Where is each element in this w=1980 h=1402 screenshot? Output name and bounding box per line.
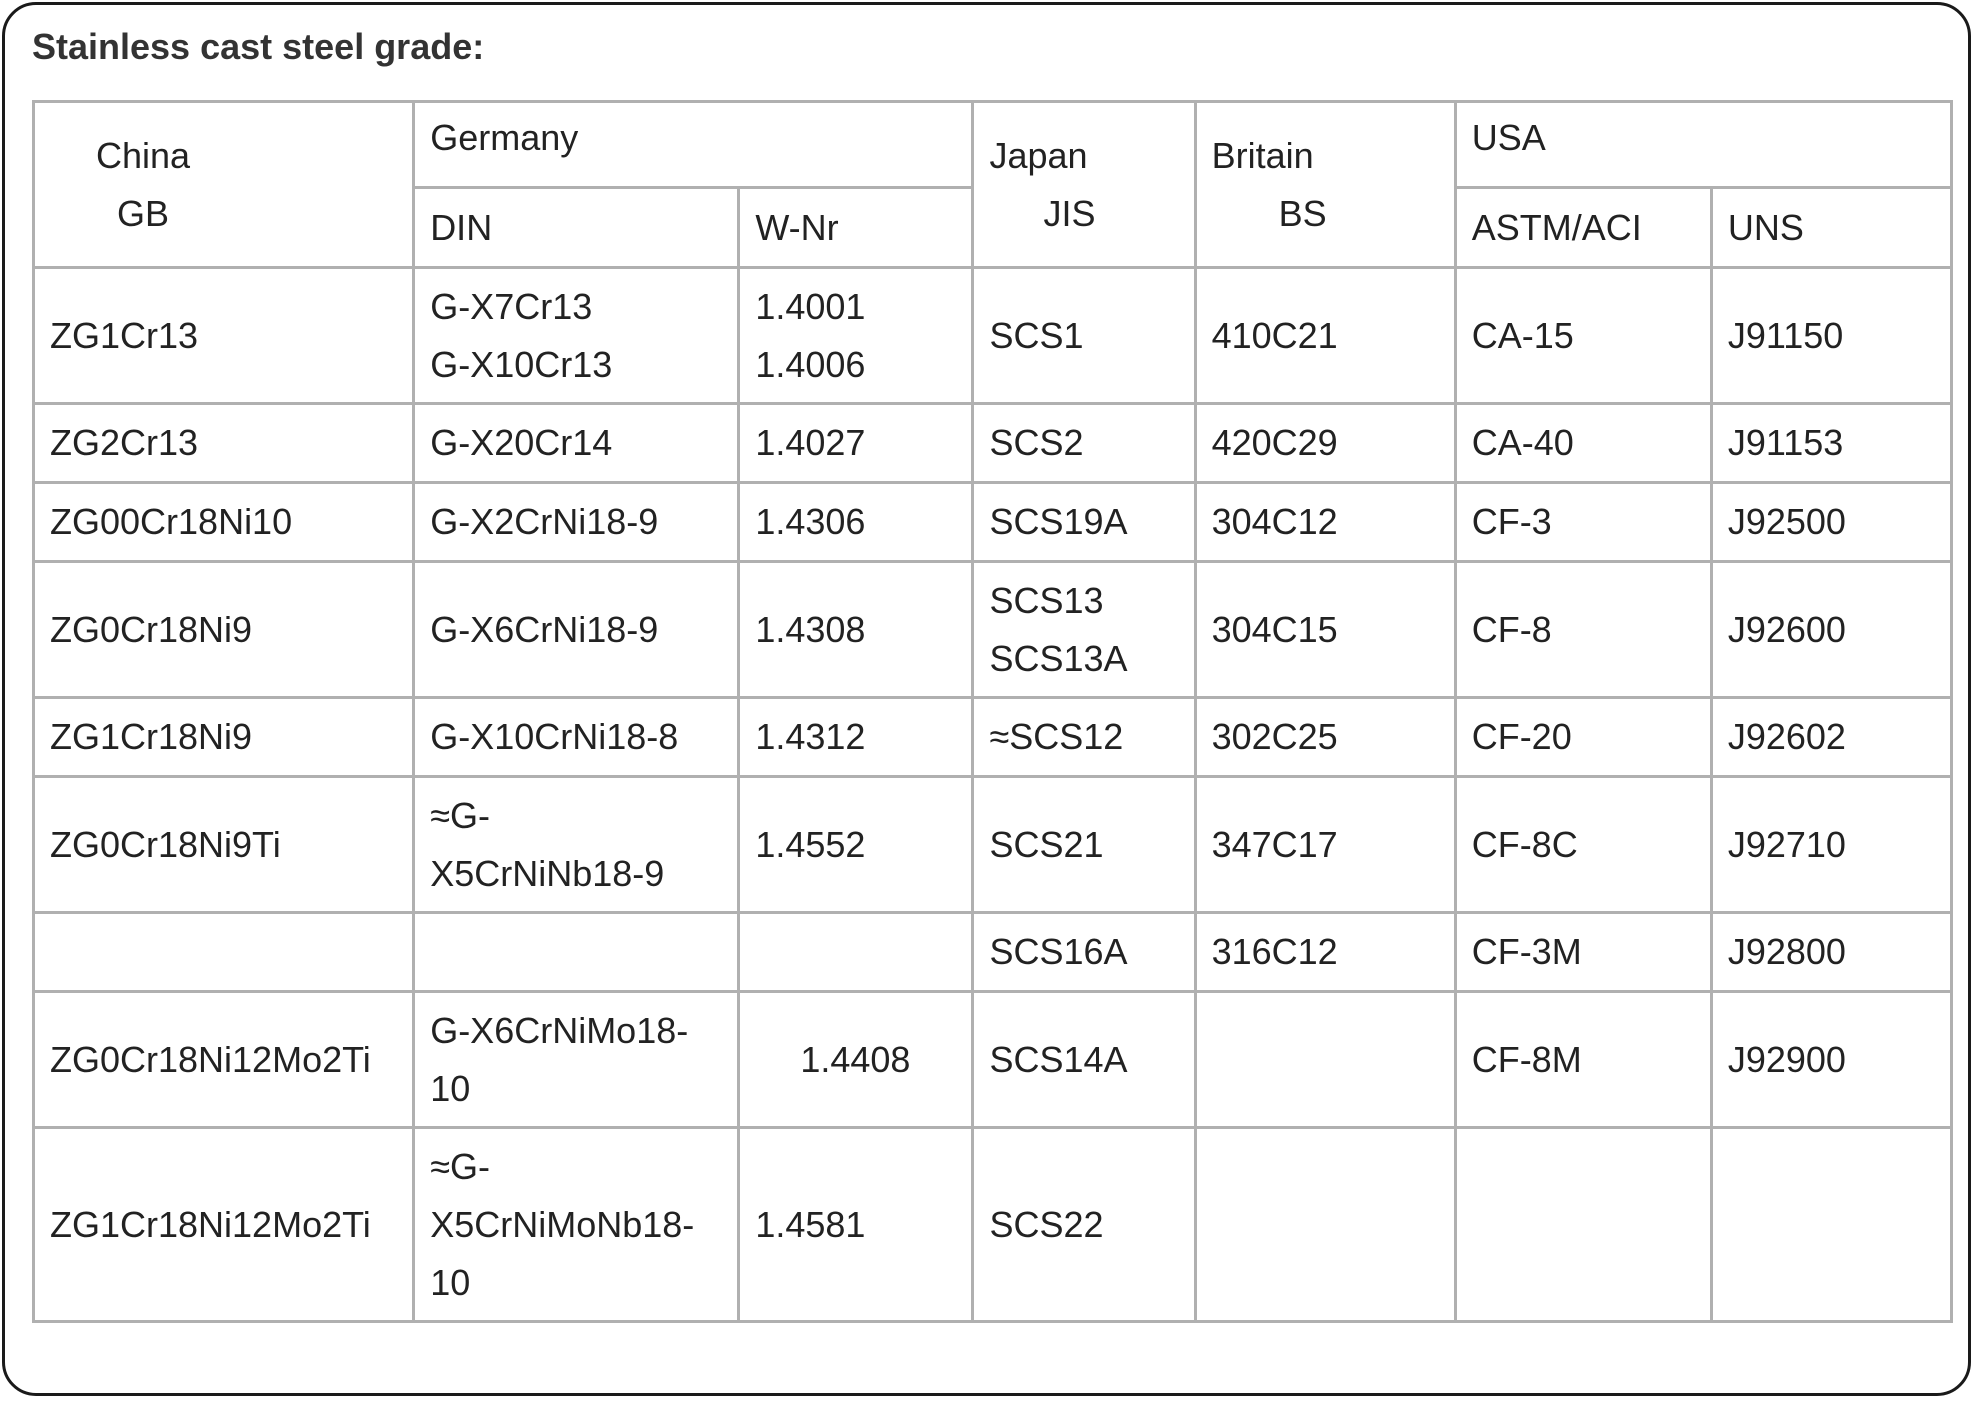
- cell-din: [414, 777, 739, 913]
- cell-din-line: X5CrNiMoNb18-: [430, 1203, 695, 1245]
- cell-jis: [973, 404, 1195, 483]
- cell-astm: CF-3M: [1455, 913, 1711, 992]
- cell-din: [414, 913, 739, 992]
- table-row: [34, 777, 1952, 913]
- steel-grade-table: [32, 100, 1953, 1323]
- table-row: [34, 913, 1952, 992]
- cell-uns: J92600: [1711, 562, 1951, 698]
- cell-din-line: 10: [430, 1067, 471, 1109]
- cell-wnr: [739, 562, 973, 698]
- header-china-gb: [34, 102, 414, 268]
- header-germany: Germany: [414, 102, 973, 188]
- table-row: [34, 1128, 1952, 1322]
- cell-din-line: G-X20Cr14: [430, 422, 613, 463]
- table-row: [34, 562, 1952, 698]
- cell-bs: 316C12: [1195, 913, 1455, 992]
- cell-din-line: G-X10CrNi18-8: [430, 716, 679, 757]
- cell-uns: J92710: [1711, 777, 1951, 913]
- cell-wnr-line: 1.4027: [755, 422, 866, 463]
- header-jis: JIS: [1043, 192, 1096, 234]
- cell-uns: J92900: [1711, 992, 1951, 1128]
- cell-jis-line: SCS14A: [989, 1038, 1128, 1080]
- cell-din: [414, 404, 739, 483]
- header-uns: UNS: [1711, 188, 1951, 268]
- cell-gb: ZG1Cr18Ni9: [34, 698, 414, 777]
- cell-din: [414, 992, 739, 1128]
- cell-astm: CF-8M: [1455, 992, 1711, 1128]
- cell-jis-line: SCS19A: [989, 501, 1128, 542]
- cell-din-line: G-X10Cr13: [430, 343, 613, 385]
- cell-gb: ZG00Cr18Ni10: [34, 483, 414, 562]
- cell-din-line: G-X6CrNiMo18-: [430, 1009, 689, 1051]
- cell-jis-line: ≈SCS12: [989, 716, 1124, 757]
- cell-astm: CF-8: [1455, 562, 1711, 698]
- cell-jis: [973, 483, 1195, 562]
- cell-wnr: [739, 698, 973, 777]
- cell-jis-line: SCS1: [989, 314, 1084, 356]
- header-britain: Britain: [1211, 134, 1314, 176]
- cell-wnr: [739, 483, 973, 562]
- cell-uns: J92602: [1711, 698, 1951, 777]
- cell-bs: 410C21: [1195, 268, 1455, 404]
- cell-din: [414, 562, 739, 698]
- cell-bs: 420C29: [1195, 404, 1455, 483]
- header-row-countries: [34, 102, 1952, 188]
- header-astm: ASTM/ACI: [1455, 188, 1711, 268]
- header-wnr: W-Nr: [739, 188, 973, 268]
- cell-jis: [973, 562, 1195, 698]
- cell-din-line: G-X7Cr13: [430, 285, 593, 327]
- cell-uns: [1711, 1128, 1951, 1322]
- cell-din: [414, 268, 739, 404]
- cell-gb: ZG1Cr18Ni12Mo2Ti: [34, 1128, 414, 1322]
- cell-bs: 347C17: [1195, 777, 1455, 913]
- cell-astm: CA-15: [1455, 268, 1711, 404]
- cell-wnr-line: 1.4552: [755, 823, 866, 865]
- table-row: [34, 992, 1952, 1128]
- cell-gb: ZG0Cr18Ni9: [34, 562, 414, 698]
- cell-wnr-line: 1.4581: [755, 1203, 866, 1245]
- header-china: China: [96, 134, 191, 176]
- grade-rows: [34, 268, 1952, 1322]
- cell-din: [414, 1128, 739, 1322]
- header-usa: USA: [1455, 102, 1951, 188]
- cell-bs: 302C25: [1195, 698, 1455, 777]
- cell-jis-line: SCS21: [989, 823, 1104, 865]
- cell-wnr: [739, 992, 973, 1128]
- cell-din: [414, 483, 739, 562]
- cell-wnr: [739, 1128, 973, 1322]
- cell-wnr: [739, 404, 973, 483]
- cell-wnr-line: 1.4308: [755, 608, 866, 650]
- cell-gb: ZG1Cr13: [34, 268, 414, 404]
- table-title: Stainless cast steel grade:: [32, 26, 485, 67]
- cell-astm: CF-8C: [1455, 777, 1711, 913]
- cell-jis: [973, 268, 1195, 404]
- cell-gb: ZG0Cr18Ni9Ti: [34, 777, 414, 913]
- cell-din-line: 10: [430, 1261, 471, 1303]
- cell-uns: J91150: [1711, 268, 1951, 404]
- table-row: [34, 483, 1952, 562]
- cell-wnr: [739, 268, 973, 404]
- table-row: [34, 698, 1952, 777]
- cell-jis: [973, 777, 1195, 913]
- cell-din-line: X5CrNiNb18-9: [430, 852, 665, 894]
- cell-din: [414, 698, 739, 777]
- cell-din-line: G-X6CrNi18-9: [430, 608, 659, 650]
- header-britain-bs: [1195, 102, 1455, 268]
- table-row: [34, 404, 1952, 483]
- cell-uns: J92500: [1711, 483, 1951, 562]
- cell-jis: [973, 698, 1195, 777]
- header-bs: BS: [1278, 192, 1327, 234]
- cell-jis-line: SCS16A: [989, 931, 1128, 972]
- cell-bs: [1195, 1128, 1455, 1322]
- cell-wnr-line: 1.4312: [755, 716, 866, 757]
- cell-gb: [34, 913, 414, 992]
- cell-bs: [1195, 992, 1455, 1128]
- cell-wnr: [739, 777, 973, 913]
- header-japan-jis: [973, 102, 1195, 268]
- cell-astm: CA-40: [1455, 404, 1711, 483]
- cell-astm: [1455, 1128, 1711, 1322]
- cell-jis: [973, 913, 1195, 992]
- cell-gb: ZG2Cr13: [34, 404, 414, 483]
- header-din: DIN: [414, 188, 739, 268]
- cell-gb: ZG0Cr18Ni12Mo2Ti: [34, 992, 414, 1128]
- cell-wnr-line: 1.4006: [755, 343, 866, 385]
- header-japan: Japan: [989, 134, 1088, 176]
- cell-bs: 304C15: [1195, 562, 1455, 698]
- cell-bs: 304C12: [1195, 483, 1455, 562]
- cell-wnr: [739, 913, 973, 992]
- cell-jis-line: SCS13: [989, 579, 1104, 621]
- cell-din-line: ≈G-: [430, 1145, 490, 1187]
- header-gb: GB: [117, 192, 170, 234]
- cell-jis-line: SCS22: [989, 1203, 1104, 1245]
- cell-uns: J91153: [1711, 404, 1951, 483]
- cell-din-line: G-X2CrNi18-9: [430, 501, 659, 542]
- cell-jis-line: SCS2: [989, 422, 1084, 463]
- cell-wnr-line: 1.4306: [755, 501, 866, 542]
- cell-jis-line: SCS13A: [989, 637, 1128, 679]
- cell-astm: CF-3: [1455, 483, 1711, 562]
- cell-din-line: ≈G-: [430, 794, 490, 836]
- cell-astm: CF-20: [1455, 698, 1711, 777]
- table-row: [34, 268, 1952, 404]
- cell-wnr-line: 1.4001: [755, 285, 866, 327]
- cell-jis: [973, 992, 1195, 1128]
- cell-uns: J92800: [1711, 913, 1951, 992]
- cell-wnr-line: 1.4408: [800, 1038, 911, 1080]
- cell-jis: [973, 1128, 1195, 1322]
